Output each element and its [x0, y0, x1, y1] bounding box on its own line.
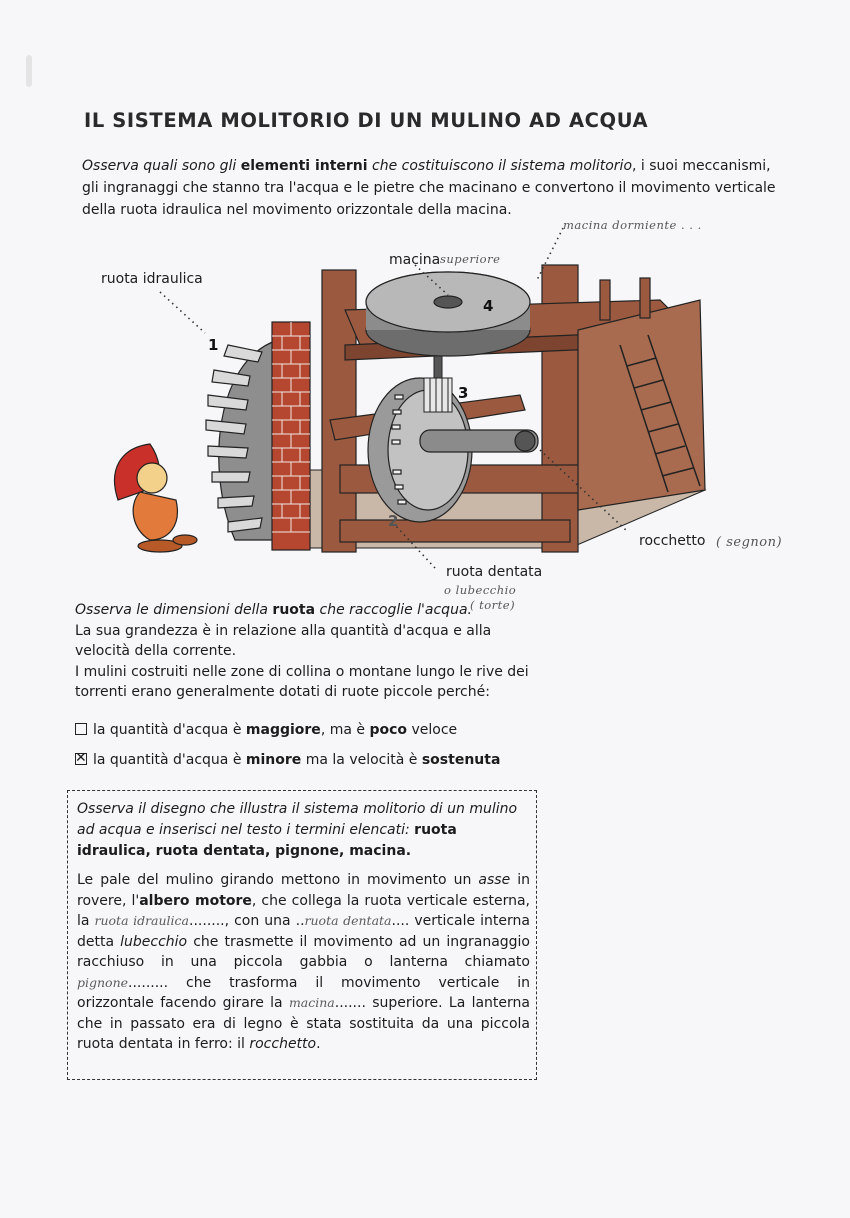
marker-4: 4 — [483, 297, 494, 315]
question-paragraph: Osserva le dimensioni della ruota che raccoglie l'acqua. La sua grandezza è in relazione alla quantità d'acqua e alla velocità della corrente. I mulini costruiti nelle zone di collina o montane lungo le rive dei torrenti erano generalmente dotati di ruote piccole perché: — [75, 602, 529, 700]
gnome-figure — [115, 444, 197, 552]
intro-paragraph: Osserva quali sono gli elementi interni che costituiscono il sistema molitorio, i suoi meccanismi, gli ingranaggi che stanno tra l'acqua e le pietre che macinano e convertono il movimento verticale della ruota idraulica nel movimento orizzontale della macina. — [82, 158, 776, 218]
label-rocchetto: rocchetto — [639, 533, 706, 549]
marker-2: 2 — [388, 512, 399, 530]
option-maggiore[interactable]: la quantità d'acqua è maggiore, ma è poco veloce — [75, 722, 457, 738]
millstone — [366, 272, 530, 356]
exercise-instructions: Osserva il disegno che illustra il sistema molitorio di un mulino ad acqua e inserisci nel testo i termini elencati: ruota idraulica, ruota dentata, pignone, macina. — [77, 801, 518, 859]
fill-blank-3[interactable]: pignone — [77, 974, 129, 990]
annotation-torte: ( torte) — [470, 598, 516, 612]
lantern-pinion — [424, 356, 452, 412]
annotation-superiore: superiore — [440, 252, 501, 266]
label-macina: macina — [389, 252, 441, 268]
main-shaft — [420, 430, 538, 452]
marker-1: 1 — [208, 336, 219, 354]
water-wheel — [206, 340, 278, 540]
exercise-box — [67, 790, 537, 1080]
label-ruota-idraulica: ruota idraulica — [101, 271, 203, 287]
marker-3: 3 — [458, 384, 469, 402]
fill-blank-4[interactable]: macina — [288, 995, 335, 1010]
annotation-macina-dormiente: macina dormiente . . . — [563, 218, 702, 232]
exercise-text: Le pale del mulino girando mettono in movimento un asse in rovere, l'albero motore, che collega la ruota verticale esterna, la ruota idraulica........, con una ..ruota dentata.... verticale interna detta lubecchio che trasmette il movimento ad un ingranaggio racchiuso in una piccola gabbia o lanterna chiamato pignone......... che trasforma il movimento verticale in orizzontale facendo girare la macina....... superiore. La lanterna che in passato era di legno è stata sostituita da una piccola ruota dentata in ferro: il rocchetto. — [77, 872, 530, 1052]
annotation-segnon: ( segnon) — [716, 535, 783, 550]
label-ruota-dentata: ruota dentata — [446, 564, 543, 580]
checkbox-minore[interactable]: ✕ — [75, 750, 87, 766]
checkbox-maggiore[interactable] — [75, 723, 87, 735]
option-minore[interactable]: ✕ la quantità d'acqua è minore ma la velocità è sostenuta — [75, 750, 501, 768]
brick-wall — [272, 322, 310, 550]
annotation-o-lubecchio: o lubecchio — [444, 583, 517, 597]
fill-blank-1[interactable]: ruota idraulica — [94, 913, 190, 928]
page-title: IL SISTEMA MOLITORIO DI UN MULINO AD ACQUA — [84, 109, 649, 132]
fill-blank-2[interactable]: ruota dentata — [304, 913, 392, 928]
